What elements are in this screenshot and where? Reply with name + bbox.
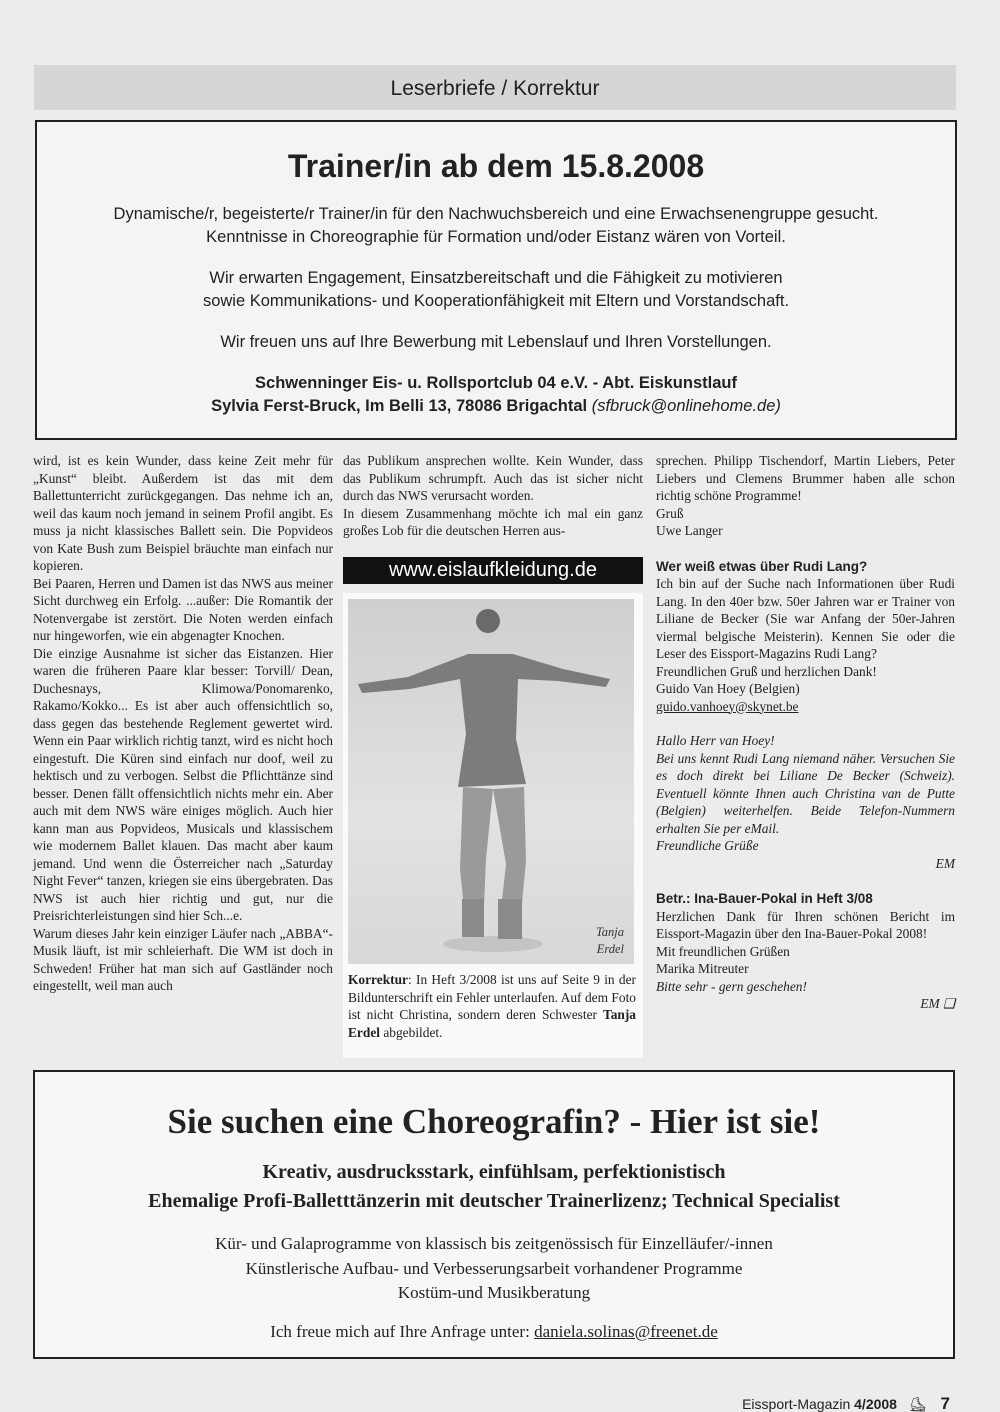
page-footer [742, 1394, 950, 1412]
paragraph: sprechen. Philipp Tischendorf, Martin Liebers, Peter Liebers und Clemens Brummer haben alle schon richtig schöne Programme! [656, 453, 955, 503]
letter-column-3 [656, 452, 955, 1013]
website-banner[interactable]: www.eislaufkleidung.de [343, 557, 643, 584]
ad-line: Wir erwarten Engagement, Einsatzbereitschaft und die Fähigkeit zu motivieren [209, 269, 783, 287]
ad-contact-prefix: Ich freue mich auf Ihre Anfrage unter: [270, 1321, 535, 1341]
ad-bold-line: Kreativ, ausdrucksstark, einfühlsam, perfektionistisch [262, 1161, 726, 1183]
reply-greeting: Hallo Herr van Hoey! [656, 733, 775, 748]
correction-label: Korrektur [348, 972, 408, 987]
caption-line: Tanja [595, 925, 624, 939]
signature: Marika Mitreuter [656, 961, 749, 976]
letter-column-1 [33, 452, 333, 995]
greeting: Freundlichen Gruß und herzlichen Dank! [656, 663, 877, 679]
correction-note [348, 971, 636, 1041]
choreographer-ad [33, 1070, 955, 1359]
issue-number: 4/2008 [854, 1396, 897, 1412]
ad-line: sowie Kommunikations- und Kooperationfähigkeit mit Eltern und Vorstandschaft. [202, 292, 790, 310]
ad-line: Kostüm-und Musikberatung [397, 1283, 591, 1302]
skater-logo-icon: ⛸ [908, 1396, 927, 1412]
reply-text: Bitte sehr - gern geschehen! [656, 978, 807, 994]
ad-title: Sie suchen eine Choreografin? - Hier ist sie! [167, 1102, 821, 1141]
paragraph: Herzlichen Dank für Ihren schönen Bericht im Eissport-Magazin über den Ina-Bauer-Pokal 2008! [656, 908, 955, 941]
correction-text-end: abgebildet. [380, 1024, 443, 1040]
signature: Uwe Langer [656, 523, 723, 538]
photo-caption [596, 924, 624, 958]
paragraph: wird, ist es kein Wunder, dass keine Zeit mehr für „Kunst“ bleibt. Außerdem ist das mit dem Ballettunterricht zurückgegangen. Das nehme ich an, weil das kaum noch jemand in seinem Profil angibt. Es muss ja nicht klassisches Ballett sein. Die Popvideos von Kate Bush zum Beispiel bräuchte man einfach nur kopieren. [33, 453, 333, 573]
ad-line: Künstlerische Aufbau- und Verbesserungsarbeit vorhandener Programme [245, 1258, 743, 1278]
signature: Guido Van Hoey (Belgien) [656, 681, 800, 696]
end-mark: EM ❑ [920, 996, 955, 1011]
skater-figure-icon [348, 599, 634, 964]
ad-address: Sylvia Ferst-Bruck, Im Belli 13, 78086 Brigachtal [211, 397, 588, 415]
ad-line: Kenntnisse in Choreographie für Formation und/oder Eistanz wären von Vorteil. [206, 228, 786, 246]
reply-text: Bei uns kennt Rudi Lang niemand näher. Versuchen Sie es doch direkt bei Liliane De Becker (Schweiz). Eventuell könnte Ihnen auch Christina van de Putte (Belgien) weiterhelfen. Beide Telefon-Nummern erhalten Sie per eMail. [656, 750, 955, 836]
ad-line: Kür- und Galaprogramme von klassisch bis zeitgenössisch für Einzelläufer/-innen [215, 1234, 773, 1253]
caption-line: Erdel [596, 942, 624, 956]
heading-rudi-lang: Wer weiß etwas über Rudi Lang? [656, 558, 868, 574]
ad-email[interactable]: daniela.solinas@freenet.de [534, 1321, 718, 1341]
reply-closing: Freundliche Grüße [656, 838, 759, 853]
correction-text: : In Heft 3/2008 ist uns auf Seite 9 in der Bildunterschrift ein Fehler unterlaufen. Auf dem Foto ist nicht Christina, sondern deren Schwester [348, 972, 636, 1022]
paragraph: das Publikum ansprechen wollte. Kein Wunder, dass das Publikum schrumpft. Auch das ist sicher nicht durch das NWS verursacht worden. [343, 453, 643, 503]
ad-bold-line: Ehemalige Profi-Balletttänzerin mit deutscher Trainerlizenz; Technical Specialist [148, 1190, 840, 1212]
trainer-job-ad [35, 120, 957, 440]
paragraph: Ich bin auf der Suche nach Informationen über Rudi Lang. In den 40er bzw. 50er Jahren war er Trainer von Liliane de Becker (Sie war Anfang der 50er-Jahren viermal belgische Meisterin). Kennen Sie oder die Leser des Eissport-Magazins Rudi Lang? [656, 576, 955, 661]
ad-contact [37, 395, 955, 418]
skater-photo [348, 599, 634, 964]
paragraph: In diesem Zusammenhang möchte ich mal ein ganz großes Lob für die deutschen Herren aus- [343, 505, 643, 538]
reply-signature: EM [935, 855, 955, 871]
correction-name: Tanja Erdel [348, 1007, 636, 1040]
email-link[interactable]: guido.vanhoey@skynet.be [656, 698, 799, 714]
ad-title: Trainer/in ab dem 15.8.2008 [287, 148, 705, 184]
photo-frame [343, 593, 643, 1058]
page-number: 7 [940, 1394, 950, 1412]
letter-column-2 [343, 452, 643, 540]
ad-line: Wir freuen uns auf Ihre Bewerbung mit Lebenslauf und Ihren Vorstellungen. [220, 333, 772, 351]
paragraph: Die einzige Ausnahme ist sicher das Eistanzen. Hier waren die früheren Paare klar besser: Torvill/ Dean, Duchesnays, Klimowa/Ponomarenko, Rakamo/Kokko... Es ist aber auch offensichtlich so, dass gegen das bestehende Reglement gewertet wird. Wenn ein Paar wirklich richtig tanzt, wird es nicht hoch eingestuft. Die Küren sind einfach nur doof, weil zu hektisch und zu verbogen. Selbst die Pflichttänze sind besser. Denen fällt offensichtlich nichts mehr ein. Aber auch mit dem NWS wäre einiges möglich. Auch hier kann man aus Popvideos, Musicals und klassischem wie modernem Ballet klauen. Das macht aber kaum jemand. Und wenn die Österreicher nach „Saturday Night Fever“ tanzen, kriegen sie eins übergebraten. Das NWS ist auch hier richtig und gut, nur die Preisrichterleistungen sind hier Sch...e. [33, 645, 333, 923]
ad-line: Dynamische/r, begeisterte/r Trainer/in für den Nachwuchsbereich und eine Erwachsenengruppe gesucht. [113, 205, 879, 223]
paragraph: Bei Paaren, Herren und Damen ist das NWS aus meiner Sicht durchweg ein Erfolg. ...außer: Die Romantik der Notenvergabe ist zerstört. Die Noten werden einfach nur hingeworfen, wie ein abgenagter Knochen. [33, 575, 333, 643]
magazine-name: Eissport-Magazin [742, 1396, 855, 1412]
greeting: Gruß [656, 505, 684, 521]
section-header: Leserbriefe / Korrektur [34, 65, 956, 110]
paragraph: Warum dieses Jahr kein einziger Läufer nach „ABBA“-Musik läuft, ist mir schleierhaft. Die WM ist doch in Schweden! Früher hat man sich auf Gastländer noch eingestellt, weil man auch [33, 925, 333, 993]
greeting: Mit freundlichen Grüßen [656, 943, 790, 959]
ad-email[interactable]: (sfbruck@onlinehome.de) [591, 397, 781, 415]
heading-ina-bauer: Betr.: Ina-Bauer-Pokal in Heft 3/08 [656, 891, 873, 906]
ad-club: Schwenninger Eis- u. Rollsportclub 04 e.V. - Abt. Eiskunstlauf [255, 374, 737, 392]
